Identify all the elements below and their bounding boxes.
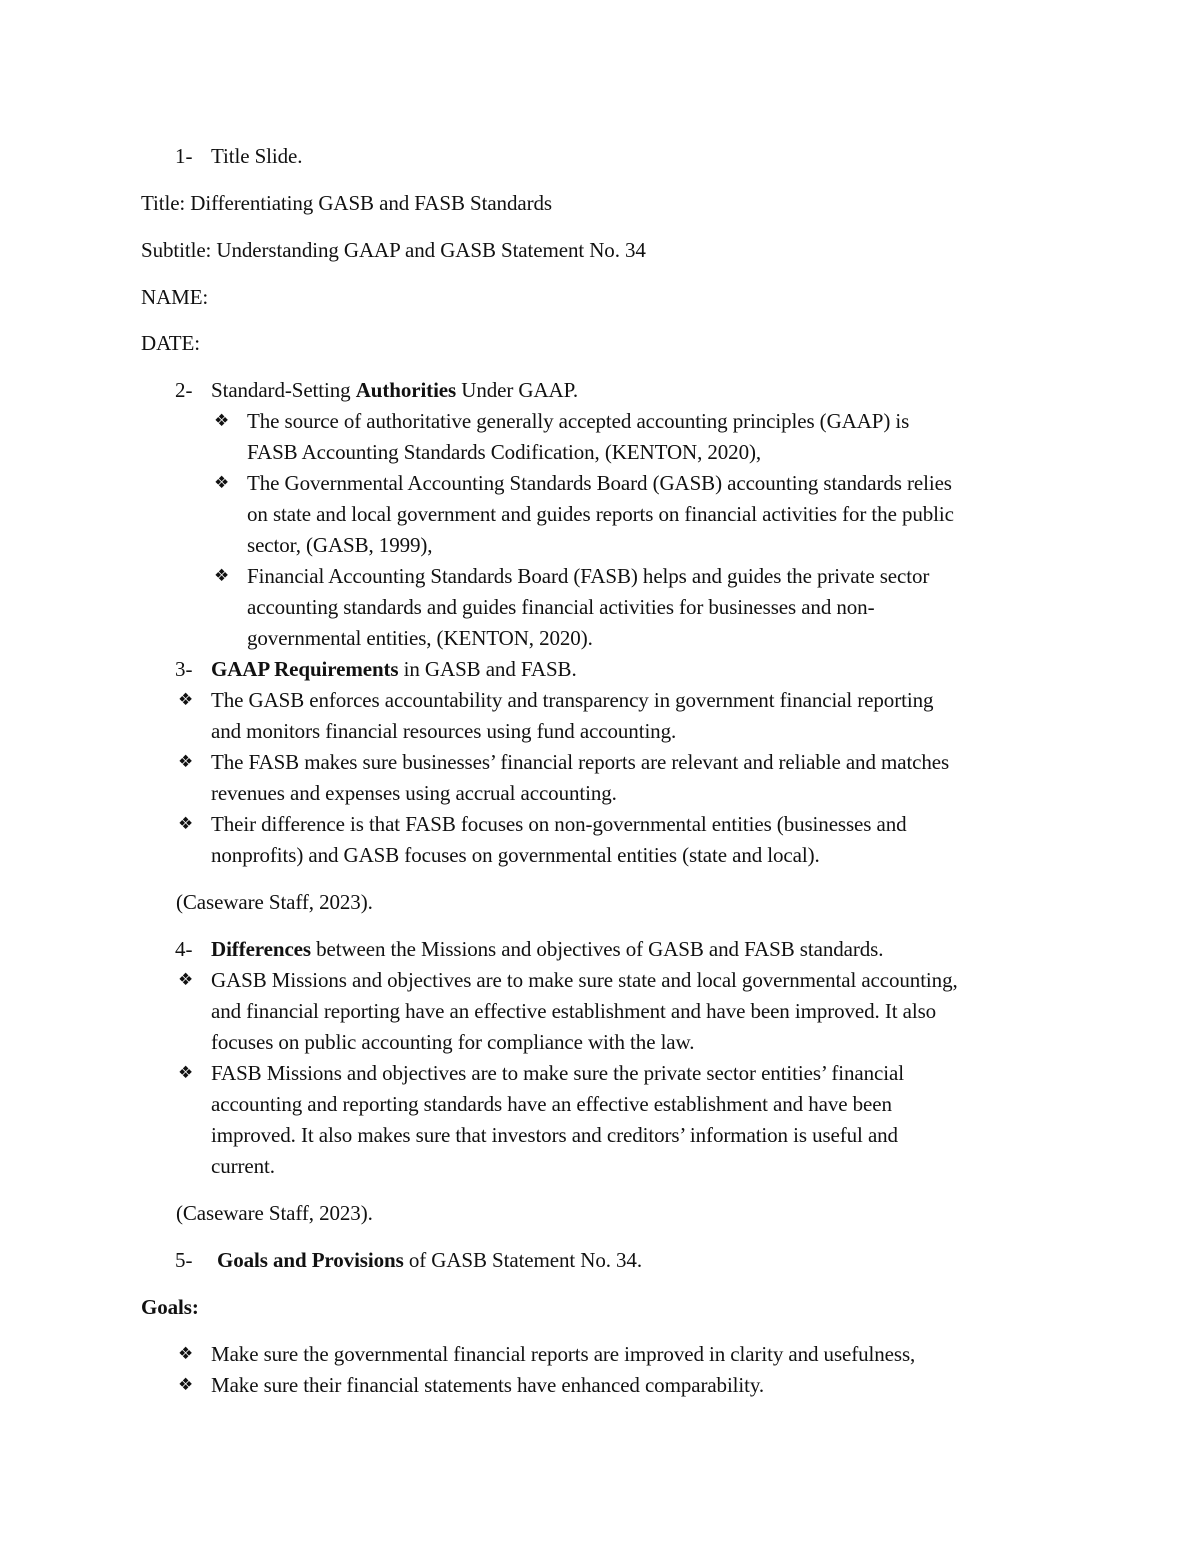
section-3-number: 3- (175, 657, 193, 681)
bullet-icon: ❖ (214, 473, 230, 493)
s4-bullet-1-line-1: GASB Missions and objectives are to make sure state and local governmental accounting, (211, 968, 958, 992)
bullet-icon: ❖ (178, 814, 194, 834)
s2-bullet-2-line-3: sector, (GASB, 1999), (247, 533, 433, 557)
s2-bullet-3-line-2: accounting standards and guides financial activities for businesses and non- (247, 595, 875, 619)
s3-bullet-1-line-1: The GASB enforces accountability and transparency in government financial reporting (211, 688, 934, 712)
bullet-icon: ❖ (178, 1344, 194, 1364)
s2-bullet-2-line-2: on state and local government and guides reports on financial activities for the public (247, 502, 954, 526)
section-2-number: 2- (175, 378, 193, 402)
section-1-number: 1- (175, 144, 193, 168)
section-4-number: 4- (175, 937, 193, 961)
s4-bullet-2-line-3: improved. It also makes sure that investors and creditors’ information is useful and (211, 1123, 898, 1147)
bullet-icon: ❖ (178, 1375, 194, 1395)
s2-bullet-1-line-1: The source of authoritative generally accepted accounting principles (GAAP) is (247, 409, 910, 433)
title-line: Title: Differentiating GASB and FASB Standards (141, 191, 552, 215)
date-line: DATE: (141, 331, 200, 355)
bullet-icon: ❖ (178, 752, 194, 772)
subtitle-line: Subtitle: Understanding GAAP and GASB Statement No. 34 (141, 238, 646, 262)
s4-bullet-1-line-2: and financial reporting have an effective establishment and have been improved. It also (211, 999, 937, 1023)
section-4-heading: Differences between the Missions and objectives of GASB and FASB standards. (211, 937, 884, 961)
s4-bullet-2-line-2: accounting and reporting standards have an effective establishment and have been (211, 1092, 892, 1116)
s3-bullet-2-line-1: The FASB makes sure businesses’ financial reports are relevant and reliable and matches (211, 750, 950, 774)
s4-bullet-2-line-1: FASB Missions and objectives are to make sure the private sector entities’ financial (211, 1061, 904, 1085)
section-2-heading: Standard-Setting Authorities Under GAAP. (211, 378, 578, 402)
s4-bullet-2-line-4: current. (211, 1154, 275, 1178)
s2-bullet-1-line-2: FASB Accounting Standards Codification, (KENTON, 2020), (247, 440, 762, 464)
s2-bullet-3-line-1: Financial Accounting Standards Board (FASB) helps and guides the private sector (247, 564, 930, 588)
bullet-icon: ❖ (178, 970, 194, 990)
section-5-heading: Goals and Provisions of GASB Statement No. 34. (217, 1248, 642, 1272)
s2-bullet-3-line-3: governmental entities, (KENTON, 2020). (247, 626, 593, 650)
section-5-number: 5- (175, 1248, 193, 1272)
s4-citation: (Caseware Staff, 2023). (176, 1201, 373, 1225)
s3-bullet-1-line-2: and monitors financial resources using fund accounting. (211, 719, 677, 743)
s3-bullet-2-line-2: revenues and expenses using accrual accounting. (211, 781, 617, 805)
bullet-icon: ❖ (214, 566, 230, 586)
name-line: NAME: (141, 285, 209, 309)
s5-bullet-2-line-1: Make sure their financial statements have enhanced comparability. (211, 1373, 765, 1397)
s5-bullet-1-line-1: Make sure the governmental financial reports are improved in clarity and usefulness, (211, 1342, 916, 1366)
s4-bullet-1-line-3: focuses on public accounting for compliance with the law. (211, 1030, 695, 1054)
section-3-heading: GAAP Requirements in GASB and FASB. (211, 657, 577, 681)
bullet-icon: ❖ (178, 690, 194, 710)
bullet-icon: ❖ (214, 411, 230, 431)
bullet-icon: ❖ (178, 1063, 194, 1083)
s3-bullet-3-line-1: Their difference is that FASB focuses on non-governmental entities (businesses and (211, 812, 907, 836)
s2-bullet-2-line-1: The Governmental Accounting Standards Board (GASB) accounting standards relies (247, 471, 952, 495)
section-1-heading: Title Slide. (211, 144, 303, 168)
goals-label: Goals: (141, 1295, 199, 1319)
s3-bullet-3-line-2: nonprofits) and GASB focuses on governmental entities (state and local). (211, 843, 820, 867)
s3-citation: (Caseware Staff, 2023). (176, 890, 373, 914)
